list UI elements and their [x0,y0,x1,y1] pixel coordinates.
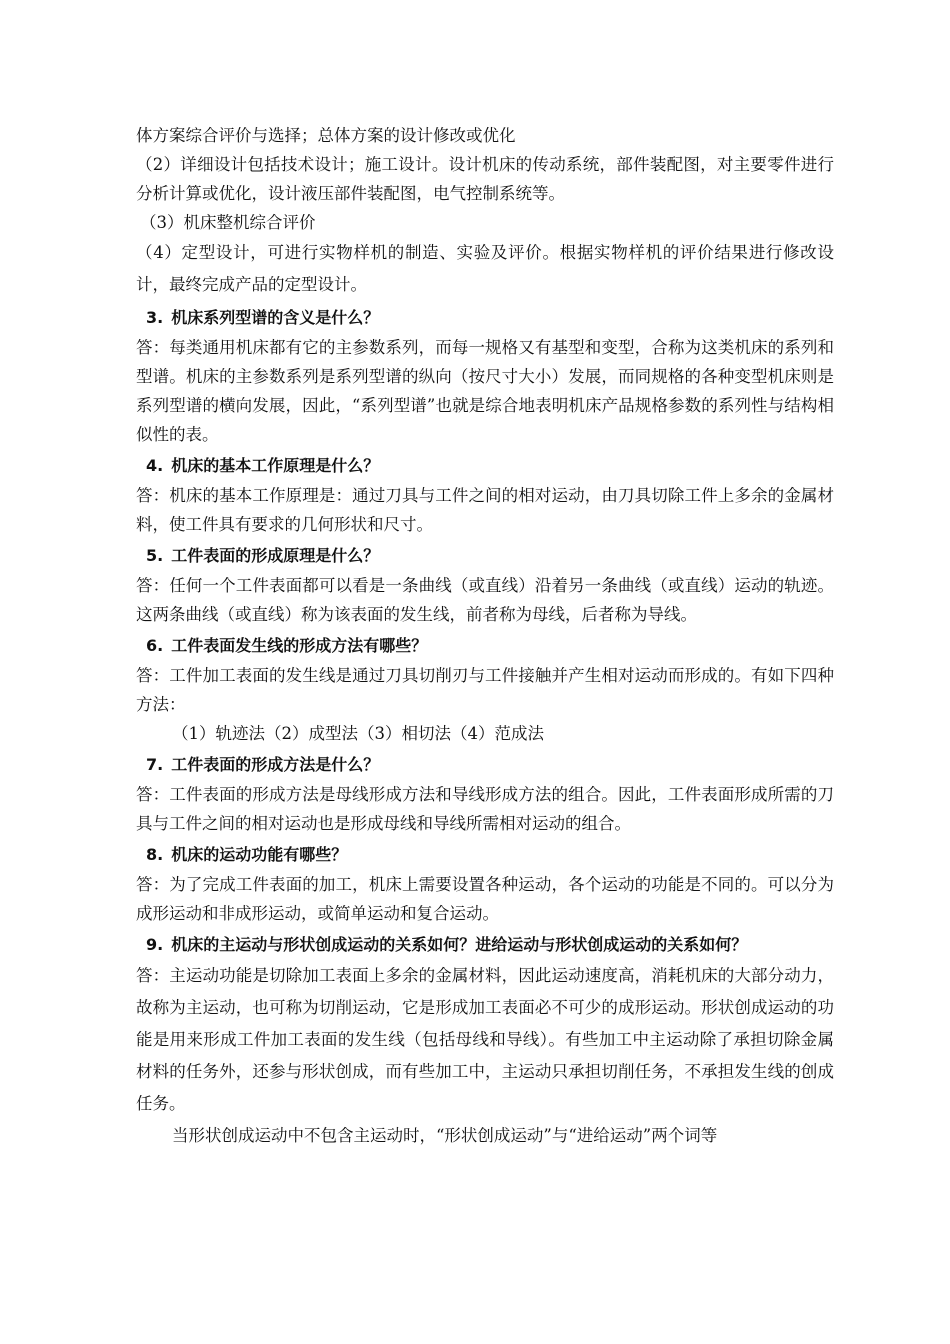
question-text: 机床的主运动与形状创成运动的关系如何？进给运动与形状创成运动的关系如何？ [171,935,748,954]
question-heading [136,303,834,333]
question-number: 8. [146,845,164,864]
question-heading [136,451,834,481]
paragraph-final-design: （4）定型设计，可进行实物样机的制造、实验及评价。根据实物样机的评价结果进行修改设计，最终完成产品的定型设计。 [136,243,834,294]
question-text: 机床的基本工作原理是什么？ [171,456,380,475]
question-text: 机床的运动功能有哪些？ [171,845,348,864]
question-number: 7. [146,755,164,774]
answer-paragraph: 答：主运动功能是切除加工表面上多余的金属材料，因此运动速度高，消耗机床的大部分动力，故称为主运动，也可称为切削运动，它是形成加工表面必不可少的成形运动。形状创成运动的功能是用来形成工件加工表面的发生线（包括母线和导线）。有些加工中主运动除了承担切除金属材料的任务外，还参与形状创成，而有些加工中，主运动只承担切削任务，不承担发生线的创成任务。 [136,966,834,1113]
question-number: 4. [146,456,164,475]
question-text: 工件表面发生线的形成方法有哪些？ [171,636,428,655]
answer-paragraph: 答：机床的基本工作原理是：通过刀具与工件之间的相对运动，由刀具切除工件上多余的金属材料，使工件具有要求的几何形状和尺寸。 [136,486,834,534]
answer-paragraph: 答：每类通用机床都有它的主参数系列，而每一规格又有基型和变型，合称为这类机床的系列和型谱。机床的主参数系列是系列型谱的纵向（按尺寸大小）发展，而同规格的各种变型机床则是系列型谱的横向发展，因此，“系列型谱”也就是综合地表明机床产品规格参数的系列性与结构相似性的表。 [136,338,834,444]
question-text: 工件表面的形成原理是什么？ [171,546,380,565]
paragraph-machine-evaluation: （3）机床整机综合评价 [140,213,316,232]
question-number: 6. [146,636,164,655]
question-heading [136,631,834,661]
answer-paragraph: 答：工件表面的形成方法是母线形成方法和导线形成方法的组合。因此，工件表面形成所需的刀具与工件之间的相对运动也是形成母线和导线所需相对运动的组合。 [136,785,834,833]
method-list: （1）轨迹法（2）成型法（3）相切法（4）范成法 [172,724,544,743]
document-page [136,121,834,1152]
question-heading [136,930,834,960]
answer-paragraph: 答：为了完成工件表面的加工，机床上需要设置各种运动，各个运动的功能是不同的。可以分为成形运动和非成形运动，或简单运动和复合运动。 [136,875,834,923]
question-heading [136,541,834,571]
question-heading [136,750,834,780]
paragraph-detailed-design: （2）详细设计包括技术设计；施工设计。设计机床的传动系统，部件装配图，对主要零件进行分析计算或优化，设计液压部件装配图，电气控制系统等。 [136,155,834,203]
question-number: 3. [146,308,164,327]
continuation-paragraph: 当形状创成运动中不包含主运动时，“形状创成运动”与“进给运动”两个词等 [172,1126,718,1145]
question-number: 9. [146,935,164,954]
question-text: 机床系列型谱的含义是什么？ [171,308,380,327]
question-heading [136,840,834,870]
question-number: 5. [146,546,164,565]
question-text: 工件表面的形成方法是什么？ [171,755,380,774]
answer-paragraph: 答：任何一个工件表面都可以看是一条曲线（或直线）沿着另一条曲线（或直线）运动的轨迹。这两条曲线（或直线）称为该表面的发生线，前者称为母线，后者称为导线。 [136,576,834,624]
paragraph-overall-scheme: 体方案综合评价与选择；总体方案的设计修改或优化 [136,126,516,145]
answer-paragraph: 答：工件加工表面的发生线是通过刀具切削刃与工件接触并产生相对运动而形成的。有如下四种方法： [136,666,834,714]
